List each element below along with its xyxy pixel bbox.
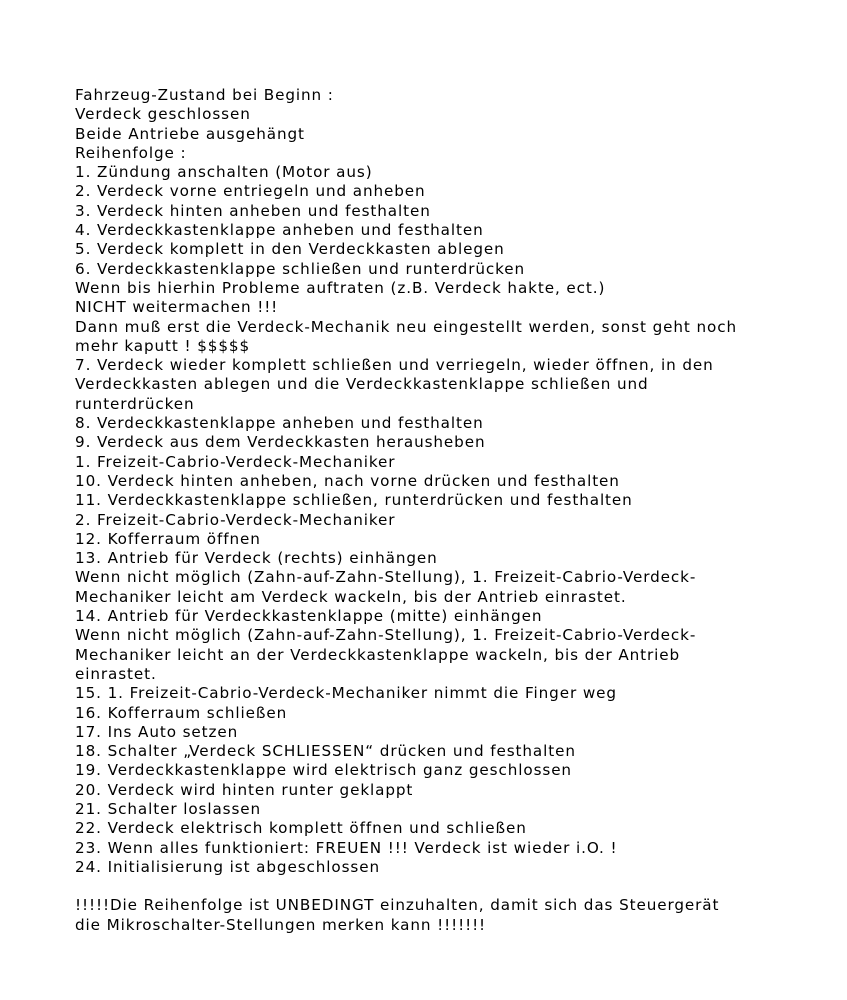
text-line: 21. Schalter loslassen: [75, 799, 262, 818]
warning-note: [75, 896, 795, 935]
text-line: 16. Kofferraum schließen: [75, 703, 288, 722]
text-line: mehr kaputt ! $$$$$: [75, 336, 251, 355]
text-line: Wenn bis hierhin Probleme auftraten (z.B. Verdeck hakte, ect.): [75, 278, 606, 297]
text-line: 8. Verdeckkastenklappe anheben und festhalten: [75, 414, 484, 433]
text-line: Beide Antriebe ausgehängt: [75, 124, 305, 143]
text-line: 24. Initialisierung ist abgeschlossen: [75, 857, 381, 876]
text-line: 19. Verdeckkastenklappe wird elektrisch ganz geschlossen: [75, 761, 572, 780]
document-body: [75, 86, 795, 935]
text-line: 22. Verdeck elektrisch komplett öffnen und schließen: [75, 819, 527, 838]
text-line: einrastet.: [75, 664, 157, 683]
text-line: 1. Freizeit-Cabrio-Verdeck-Mechaniker: [75, 452, 396, 471]
text-line: Verdeckkasten ablegen und die Verdeckkastenklappe schließen und: [75, 375, 649, 394]
text-line: 1. Zündung anschalten (Motor aus): [75, 163, 373, 182]
text-line: 14. Antrieb für Verdeckkastenklappe (mitte) einhängen: [75, 607, 543, 626]
text-line: 5. Verdeck komplett in den Verdeckkasten ablegen: [75, 240, 505, 259]
text-line: 6. Verdeckkastenklappe schließen und runterdrücken: [75, 259, 526, 278]
text-line: Mechaniker leicht am Verdeck wackeln, bis der Antrieb einrastet.: [75, 587, 627, 606]
text-line: Verdeck geschlossen: [75, 105, 251, 124]
text-line: 18. Schalter „Verdeck SCHLIESSEN“ drücken und festhalten: [75, 742, 576, 761]
text-line: 13. Antrieb für Verdeck (rechts) einhängen: [75, 549, 438, 568]
instruction-list: [75, 86, 795, 877]
text-line: 15. 1. Freizeit-Cabrio-Verdeck-Mechaniker nimmt die Finger weg: [75, 684, 617, 703]
text-line: 2. Freizeit-Cabrio-Verdeck-Mechaniker: [75, 510, 396, 529]
text-line: die Mikroschalter-Stellungen merken kann !!!!!!!: [75, 915, 487, 934]
text-line: 4. Verdeckkastenklappe anheben und festhalten: [75, 221, 484, 240]
text-line: Fahrzeug-Zustand bei Beginn :: [75, 86, 334, 104]
paragraph-spacer: [75, 877, 795, 896]
text-line: 3. Verdeck hinten anheben und festhalten: [75, 201, 431, 220]
text-line: 10. Verdeck hinten anheben, nach vorne drücken und festhalten: [75, 471, 620, 490]
text-line: NICHT weitermachen !!!: [75, 298, 279, 317]
text-line: Wenn nicht möglich (Zahn-auf-Zahn-Stellung), 1. Freizeit-Cabrio-Verdeck-: [75, 626, 697, 645]
text-line: 7. Verdeck wieder komplett schließen und verriegeln, wieder öffnen, in den: [75, 356, 714, 375]
text-line: 20. Verdeck wird hinten runter geklappt: [75, 780, 414, 799]
text-line: runterdrücken: [75, 394, 195, 413]
text-line: 17. Ins Auto setzen: [75, 722, 239, 741]
text-line: Wenn nicht möglich (Zahn-auf-Zahn-Stellung), 1. Freizeit-Cabrio-Verdeck-: [75, 568, 697, 587]
text-line: Mechaniker leicht an der Verdeckkastenklappe wackeln, bis der Antrieb: [75, 645, 681, 664]
text-line: Dann muß erst die Verdeck-Mechanik neu eingestellt werden, sonst geht noch: [75, 317, 737, 336]
text-line: 2. Verdeck vorne entriegeln und anheben: [75, 182, 426, 201]
text-line: Reihenfolge :: [75, 143, 187, 162]
text-line: 12. Kofferraum öffnen: [75, 529, 261, 548]
text-line: 11. Verdeckkastenklappe schließen, runterdrücken und festhalten: [75, 491, 633, 510]
text-line: !!!!!Die Reihenfolge ist UNBEDINGT einzuhalten, damit sich das Steuergerät: [75, 896, 720, 915]
text-line: 23. Wenn alles funktioniert: FREUEN !!! Verdeck ist wieder i.O. !: [75, 838, 618, 857]
text-line: 9. Verdeck aus dem Verdeckkasten herausheben: [75, 433, 486, 452]
